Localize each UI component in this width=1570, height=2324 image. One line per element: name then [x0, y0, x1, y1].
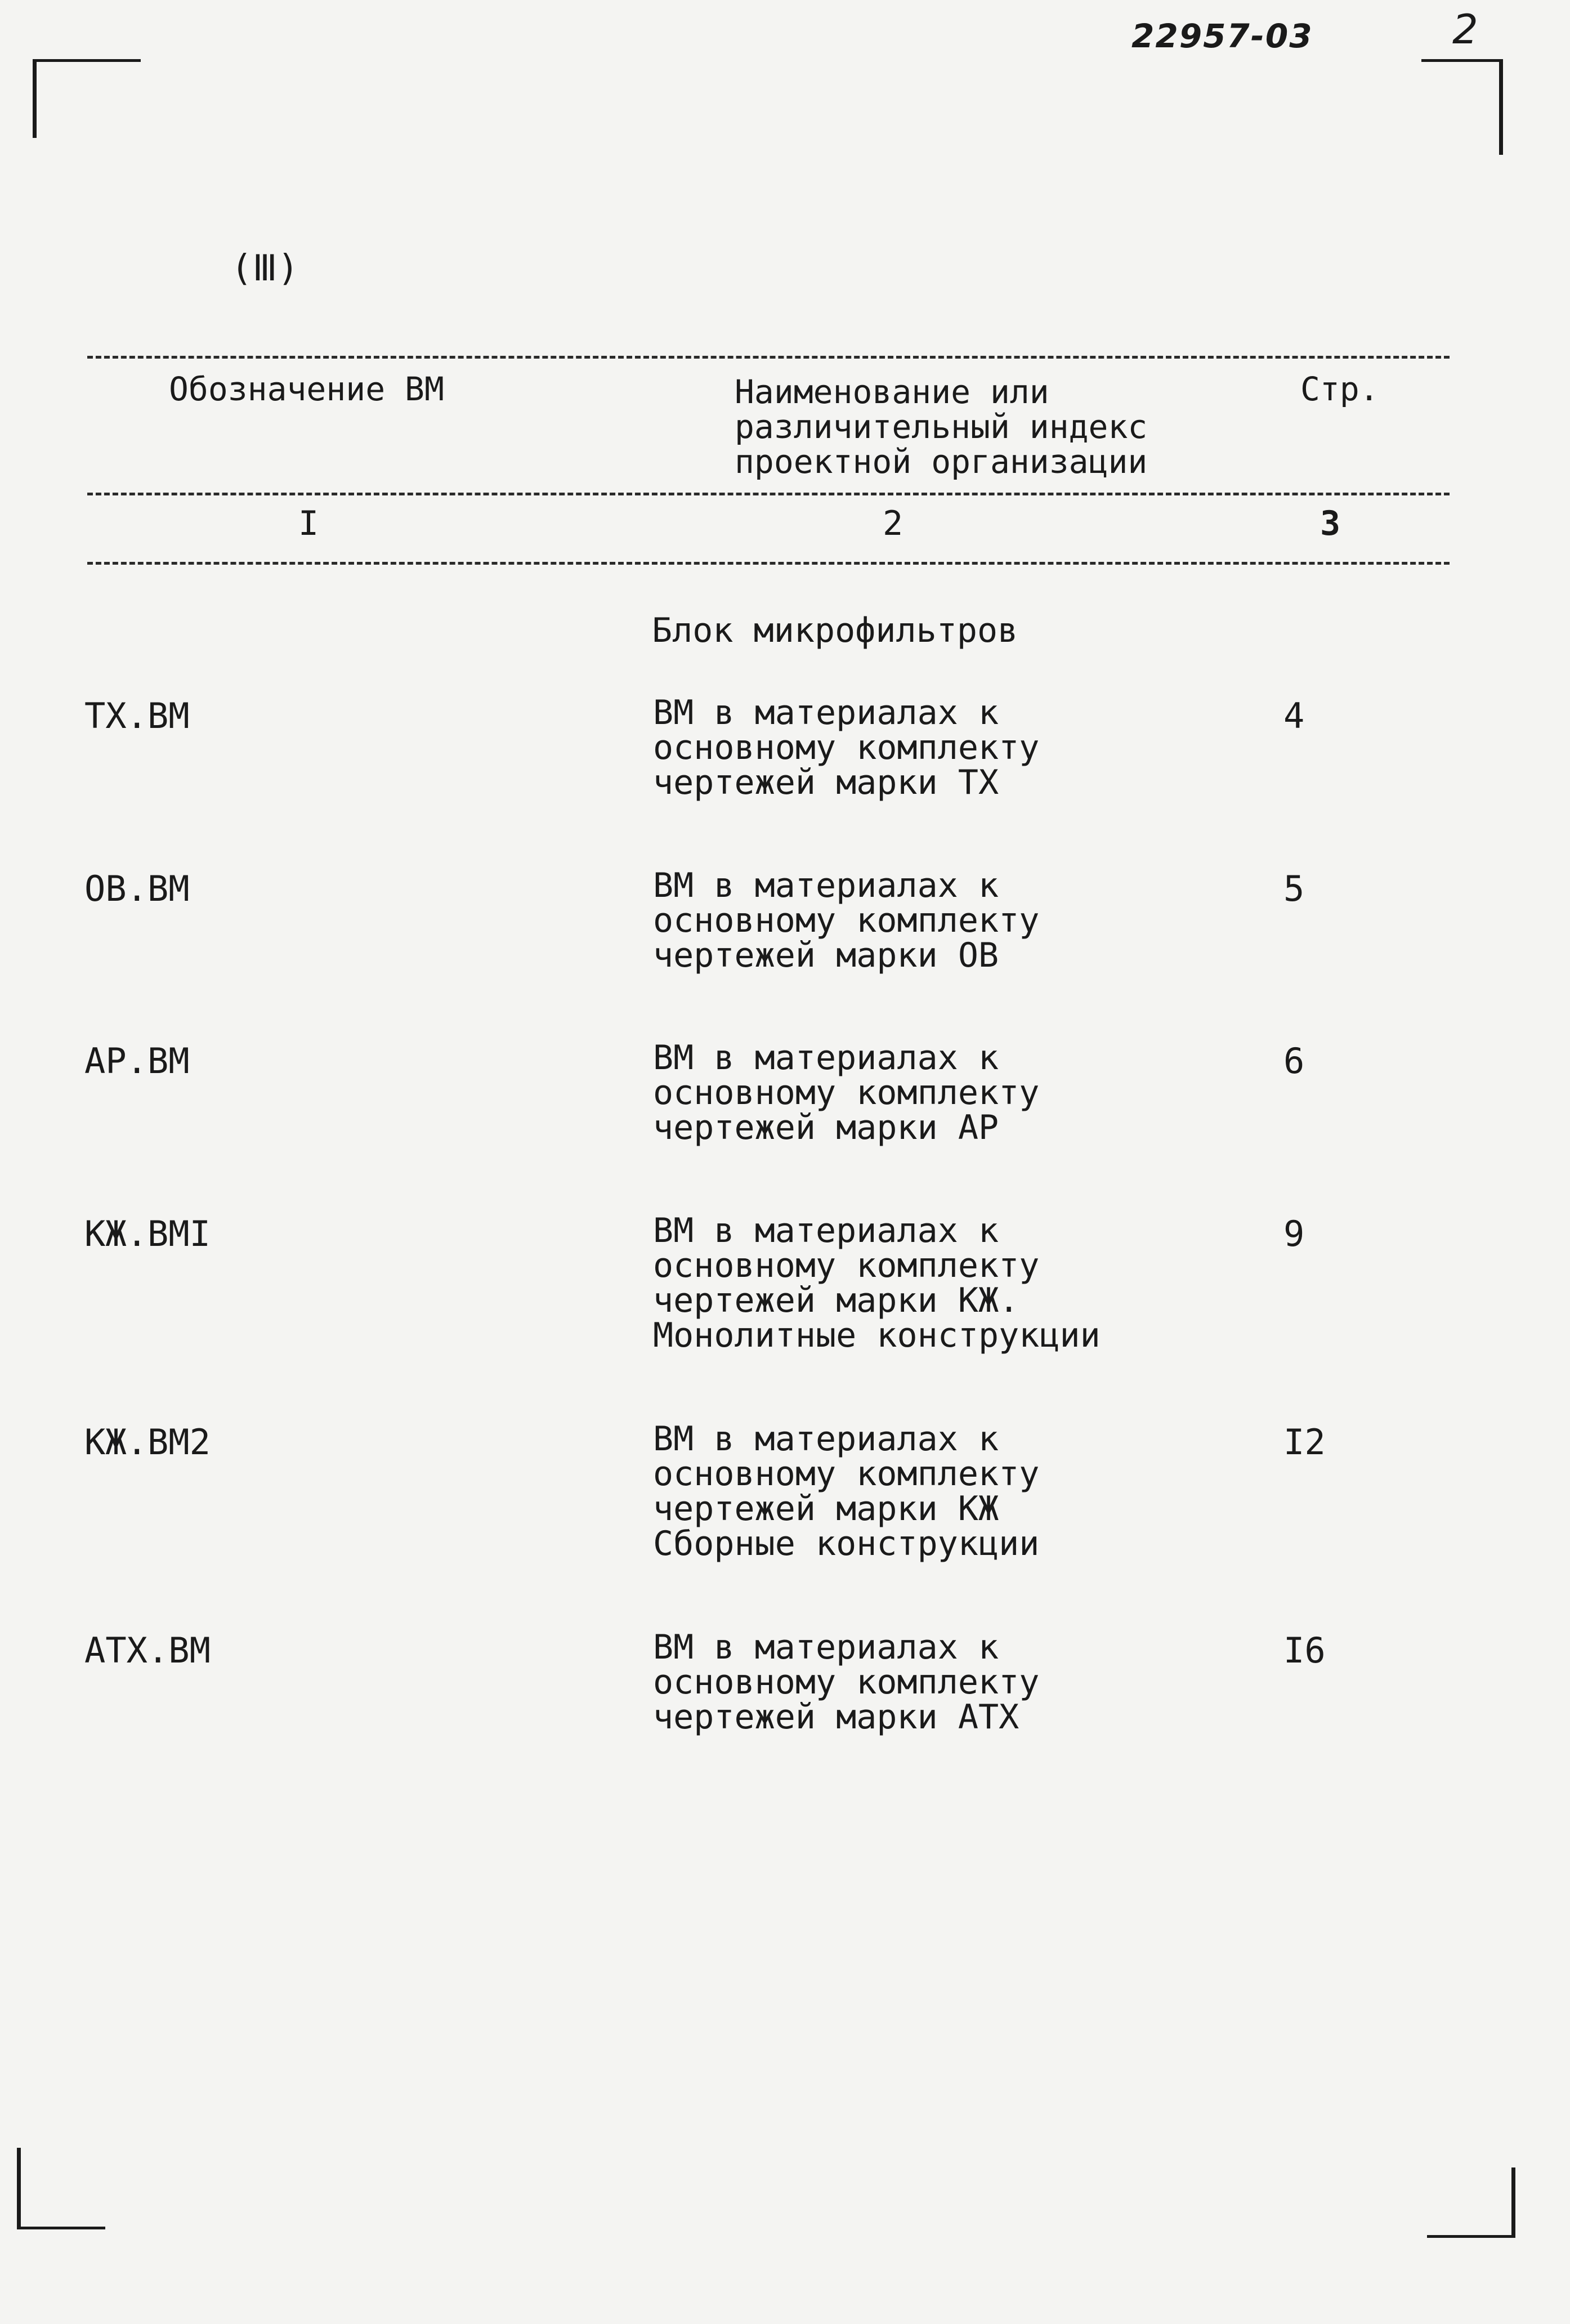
column-number-2: 2	[883, 504, 903, 543]
column-header-page: Стр.	[1300, 370, 1379, 408]
corner-mark-top-right	[1421, 59, 1503, 155]
row-page: 4	[1283, 695, 1305, 736]
table-rule-middle	[87, 493, 1450, 495]
column-number-3: 3	[1320, 504, 1341, 543]
corner-mark-top-left	[33, 59, 141, 138]
row-description: ВМ в материалах к основному комплекту чертежей марки КЖ Сборные конструкции	[653, 1419, 1040, 1563]
row-description: ВМ в материалах к основному комплекту чертежей марки ТХ	[653, 693, 1040, 802]
row-code: АР.ВМ	[84, 1040, 190, 1081]
row-code: АТХ.ВМ	[84, 1630, 211, 1671]
column-header-name: Наименование или различительный индекс проектной организации	[735, 373, 1148, 481]
column-header-designation: Обозначение ВМ	[169, 370, 444, 408]
row-description: ВМ в материалах к основному комплекту чертежей марки АР	[653, 1038, 1040, 1147]
row-page: I6	[1283, 1630, 1326, 1671]
row-code: КЖ.ВМI	[84, 1213, 211, 1254]
row-code: ОВ.ВМ	[84, 868, 190, 909]
row-page: 6	[1283, 1040, 1305, 1081]
row-description: ВМ в материалах к основному комплекту чертежей марки ОВ	[653, 866, 1040, 975]
corner-mark-bottom-left	[17, 2148, 105, 2229]
column-number-1: I	[298, 504, 319, 543]
row-code: ТХ.ВМ	[84, 695, 190, 736]
page-number: 2	[1452, 6, 1478, 53]
row-description: ВМ в материалах к основному комплекту чертежей марки АТХ	[653, 1628, 1040, 1737]
table-rule-bottom	[87, 562, 1450, 565]
row-code: КЖ.ВМ2	[84, 1422, 211, 1463]
document-code: 22957-03	[1131, 17, 1313, 55]
table-rule-top	[87, 356, 1450, 359]
corner-mark-bottom-right	[1427, 2167, 1515, 2238]
row-description: ВМ в материалах к основному комплекту чертежей марки КЖ. Монолитные конструкции	[653, 1211, 1101, 1355]
section-mark: (Ⅲ)	[231, 248, 299, 289]
block-title: Блок микрофильтров	[652, 611, 1018, 650]
row-page: 9	[1283, 1213, 1305, 1254]
row-page: 5	[1283, 868, 1305, 909]
row-page: I2	[1283, 1422, 1326, 1463]
